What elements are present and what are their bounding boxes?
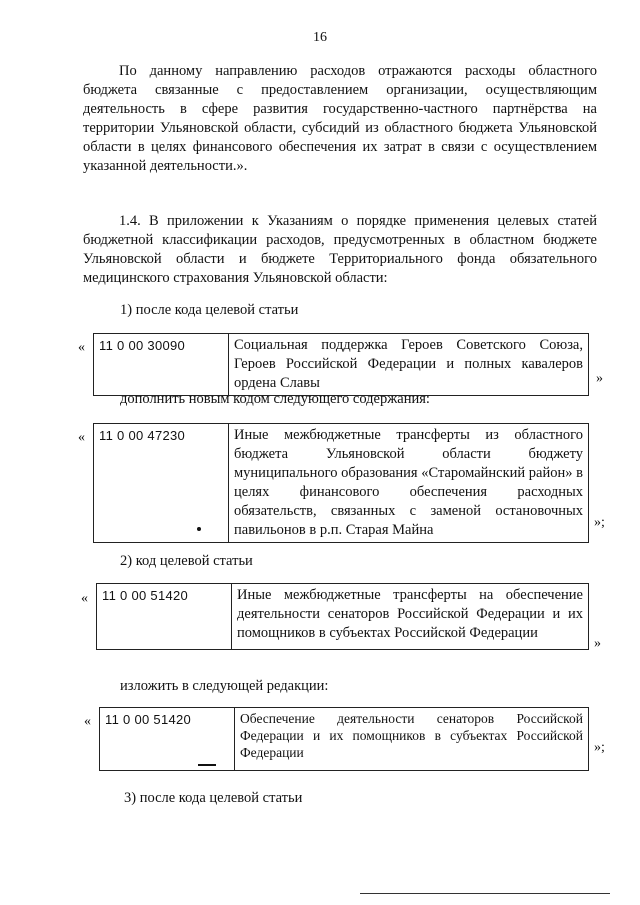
item-3-label: 3) после кода целевой статьи	[124, 790, 303, 806]
target-code-cell: 11 0 00 51420	[100, 708, 235, 771]
item-2-label: 2) код целевой статьи	[120, 553, 253, 569]
paragraph-expense-direction: По данному направлению расходов отражаются расходы областного бюджета связанные с предоставлением организации, осуществляющим деятельность в сфере развития государственно-частного партнёрства на территории Ульяновской области, субсидий из областного бюджета Ульяновской области в целях финансового обеспечения их затрат в связи с осуществлением указанной деятельности.».	[83, 63, 597, 174]
table-2-close-quote: »;	[594, 515, 605, 530]
bottom-scan-line	[360, 893, 610, 894]
table-1-close-quote: »	[596, 371, 603, 386]
code-table-4	[99, 707, 589, 771]
paragraph-appendix-instructions: 1.4. В приложении к Указаниям о порядке применения целевых статей бюджетной классификации расходов, предусмотренных в областном бюджете Ульяновской области и бюджете Территориального фонда обязательного медицинского страхования Ульяновской области:	[83, 213, 597, 286]
scan-dot-mark	[197, 527, 201, 531]
restate-label: изложить в следующей редакции:	[120, 678, 329, 694]
code-table-3	[96, 583, 589, 650]
target-description-cell: Социальная поддержка Героев Советского Союза, Героев Российской Федерации и полных кавалеров ордена Славы	[229, 334, 589, 396]
table-4-close-quote: »;	[594, 740, 605, 755]
table-row	[100, 708, 589, 771]
item-1-label: 1) после кода целевой статьи	[120, 302, 299, 318]
page-number: 16	[313, 30, 327, 45]
target-code-cell: 11 0 00 47230	[94, 424, 229, 543]
target-code-cell: 11 0 00 51420	[97, 584, 232, 650]
table-row	[94, 424, 589, 543]
target-code-cell: 11 0 00 30090	[94, 334, 229, 396]
table-3-close-quote: »	[594, 636, 601, 651]
supplement-label: дополнить новым кодом следующего содержания:	[120, 391, 430, 407]
target-description-cell: Иные межбюджетные трансферты из областного бюджета Ульяновской области бюджету муниципального образования «Старомайнский район» в целях финансового обеспечения расходных обязательств, связанных с заменой остановочных павильонов в р.п. Старая Майна	[229, 424, 589, 543]
target-description-cell: Обеспечение деятельности сенаторов Российской Федерации и их помощников в субъектах Российской Федерации	[235, 708, 589, 771]
code-table-2	[93, 423, 589, 543]
table-row	[97, 584, 589, 650]
table-row	[94, 334, 589, 396]
table-1-open-quote: «	[78, 340, 85, 355]
scan-dash-mark	[198, 764, 216, 766]
table-3-open-quote: «	[81, 591, 88, 606]
table-4-open-quote: «	[84, 714, 91, 729]
table-2-open-quote: «	[78, 430, 85, 445]
code-table-1	[93, 333, 589, 396]
target-description-cell: Иные межбюджетные трансферты на обеспечение деятельности сенаторов Российской Федерации и их помощников в субъектах Российской Федерации	[232, 584, 589, 650]
